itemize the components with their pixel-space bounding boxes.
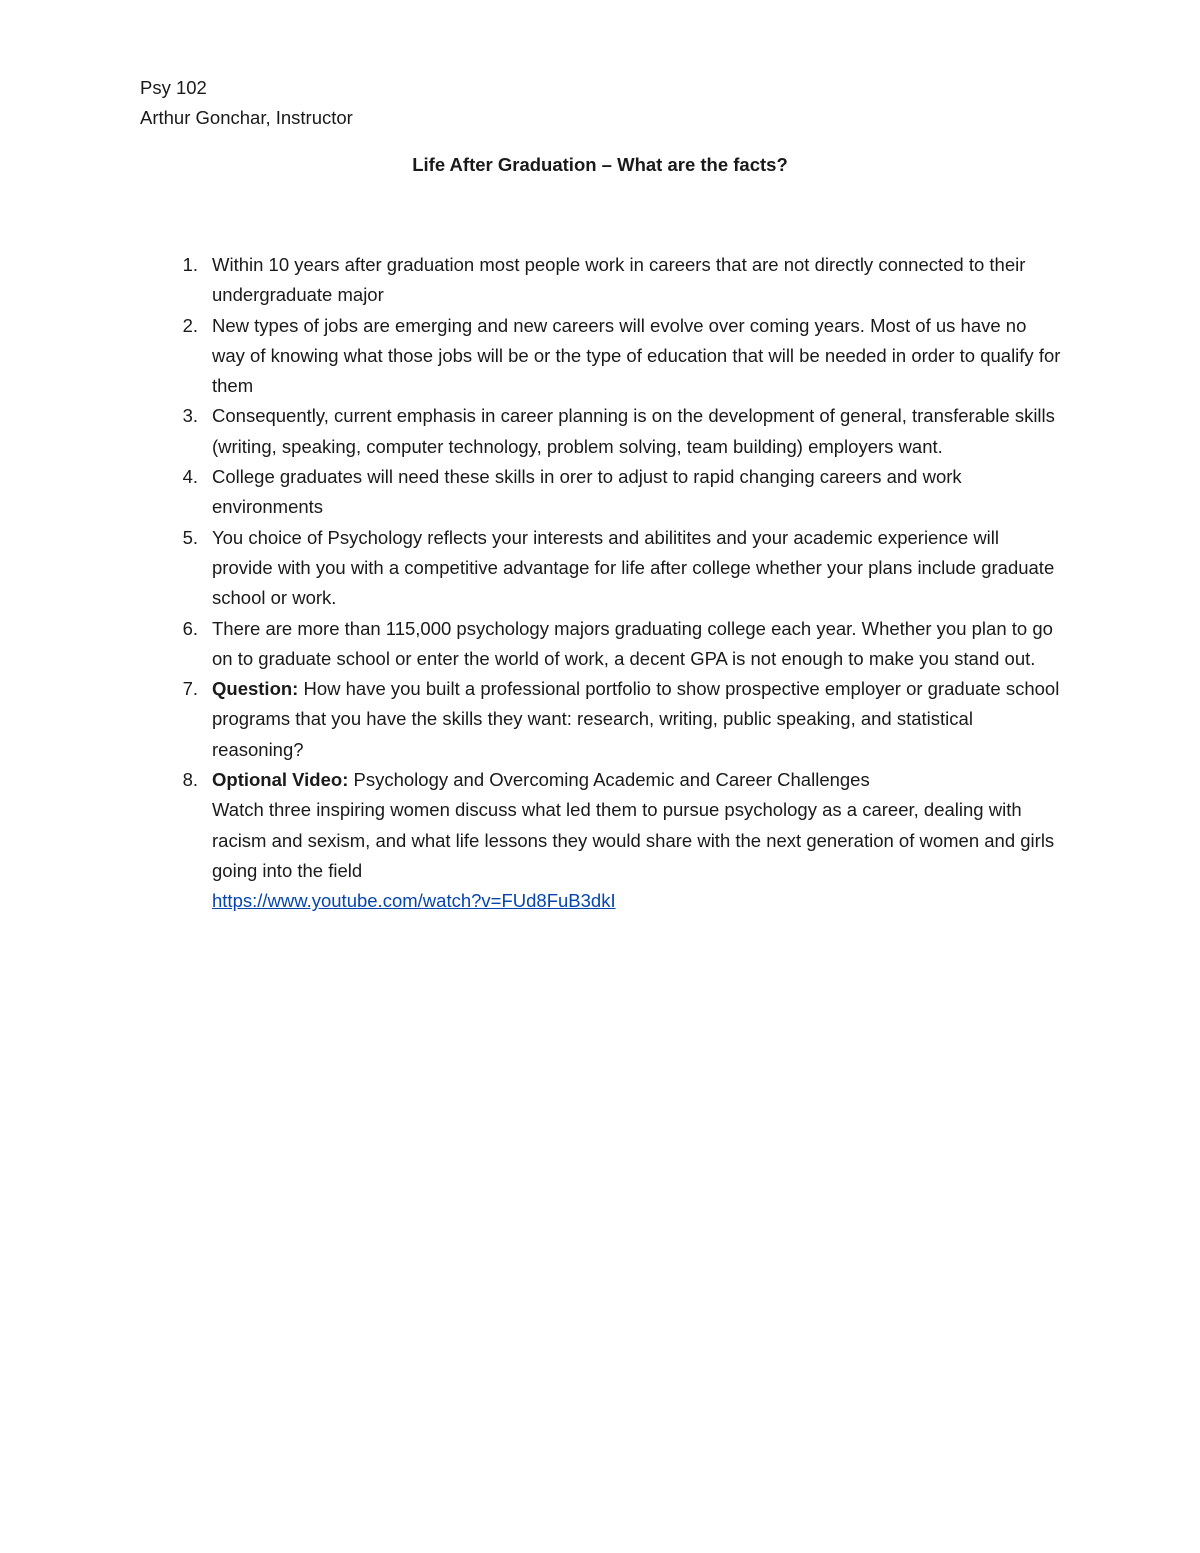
item-text: Consequently, current emphasis in career planning is on the development of general, transferable skills (writing, speaking, computer technology, problem solving, team building) employers want. bbox=[212, 405, 1055, 457]
list-item bbox=[182, 614, 1062, 675]
item-number: 6. bbox=[182, 617, 198, 639]
optional-video-label: Optional Video: bbox=[212, 769, 349, 791]
question-label: Question: bbox=[212, 678, 299, 700]
item-text: College graduates will need these skills in orer to adjust to rapid changing careers and work environments bbox=[212, 466, 962, 518]
item-number: 8. bbox=[182, 769, 198, 791]
item-text: New types of jobs are emerging and new careers will evolve over coming years. Most of us have no way of knowing what those jobs will be or the type of education that will be needed in order to qualify for them bbox=[212, 314, 1061, 397]
list-item bbox=[182, 311, 1062, 402]
video-title: Psychology and Overcoming Academic and Career Challenges bbox=[348, 769, 870, 791]
list-item bbox=[182, 250, 1062, 311]
instructor-name: Arthur Gonchar, Instructor bbox=[140, 107, 353, 128]
course-code: Psy 102 bbox=[140, 77, 207, 98]
item-text: Within 10 years after graduation most people work in careers that are not directly connected to their undergraduate major bbox=[212, 254, 1026, 306]
item-text: You choice of Psychology reflects your interests and abilitites and your academic experience will provide with you with a competitive advantage for life after college whether your plans include graduate school or work. bbox=[212, 526, 1055, 609]
list-item bbox=[182, 401, 1062, 462]
item-number: 4. bbox=[182, 466, 198, 488]
item-number: 7. bbox=[182, 678, 198, 700]
document-header bbox=[140, 73, 353, 133]
youtube-link[interactable]: https://www.youtube.com/watch?v=FUd8FuB3dkI bbox=[212, 890, 616, 912]
video-description: Watch three inspiring women discuss what led them to pursue psychology as a career, dealing with racism and sexism, and what life lessons they would share with the next generation of women and girls going into the field bbox=[212, 799, 1055, 881]
list-item bbox=[182, 462, 1062, 523]
list-item bbox=[182, 765, 1062, 916]
item-number: 3. bbox=[182, 405, 198, 427]
list-item bbox=[182, 523, 1062, 614]
item-number: 5. bbox=[182, 526, 198, 548]
item-text: There are more than 115,000 psychology majors graduating college each year. Whether you plan to go on to graduate school or enter the world of work, a decent GPA is not enough to make you stand out. bbox=[212, 617, 1053, 669]
list-item bbox=[182, 674, 1062, 765]
facts-list bbox=[182, 250, 1062, 917]
document-title: Life After Graduation – What are the facts? bbox=[412, 154, 788, 175]
item-number: 2. bbox=[182, 314, 198, 336]
item-text: How have you built a professional portfolio to show prospective employer or graduate school programs that you have the skills they want: research, writing, public speaking, and statistical reasoning? bbox=[212, 678, 1060, 760]
item-number: 1. bbox=[182, 254, 198, 275]
